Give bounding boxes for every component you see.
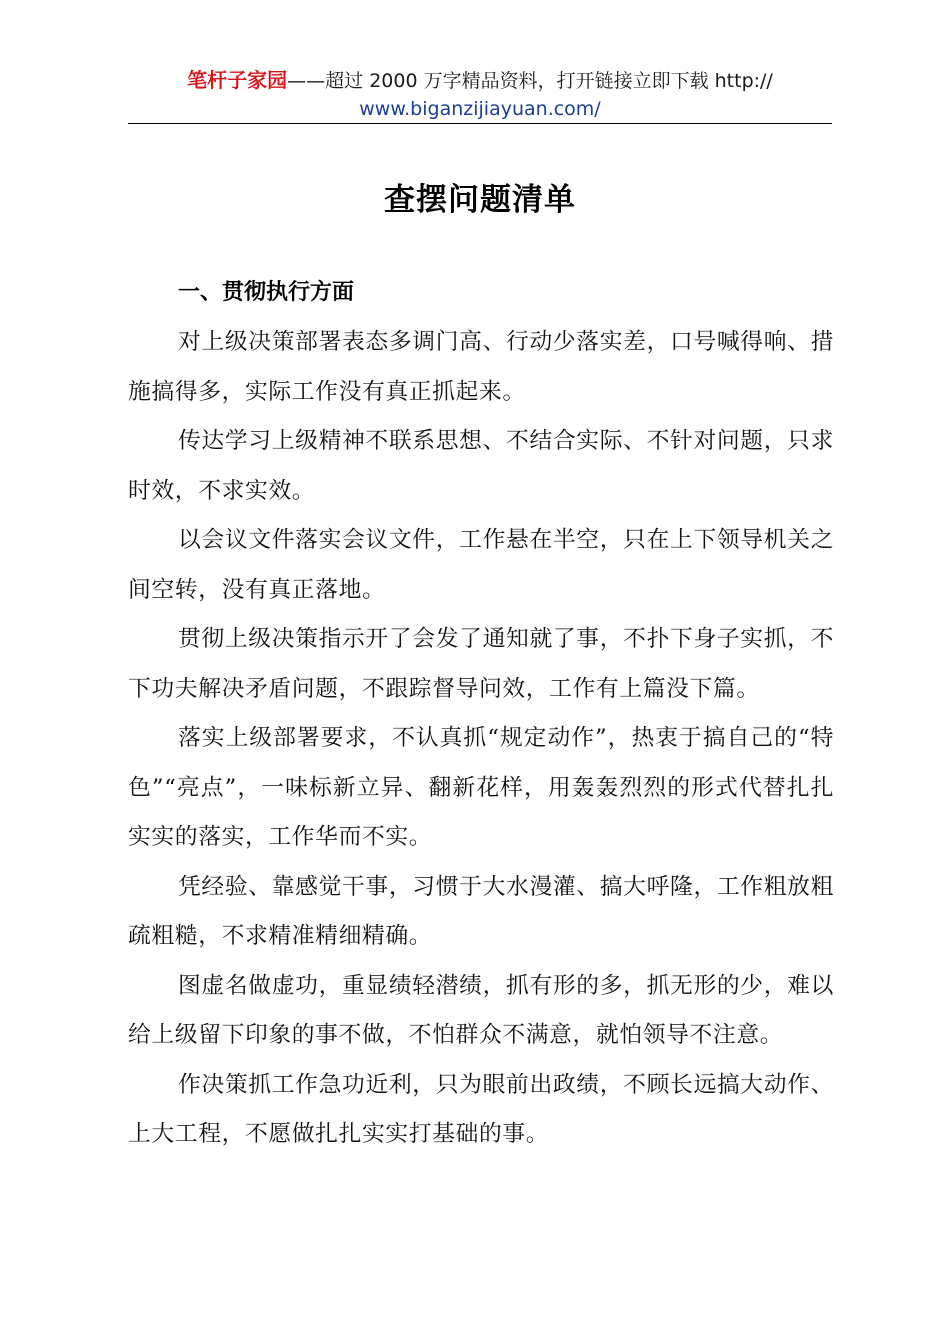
document-title: 查摆问题清单	[384, 182, 576, 218]
header-url-link[interactable]: www.biganzijiayuan.com/	[359, 98, 601, 120]
page-header	[128, 66, 832, 123]
header-brand: 笔杆子家园	[187, 68, 288, 92]
paragraph-8: 作决策抓工作急功近利，只为眼前出政绩，不顾长远搞大动作、上大工程，不愿做扎扎实实打基础的事。	[128, 1071, 834, 1147]
paragraph-3: 以会议文件落实会议文件，工作悬在半空，只在上下领导机关之间空转，没有真正落地。	[128, 527, 834, 603]
paragraph-7: 图虚名做虚功，重显绩轻潜绩，抓有形的多，抓无形的少，难以给上级留下印象的事不做，不怕群众不满意，就怕领导不注意。	[128, 972, 834, 1048]
document-body	[128, 268, 834, 1160]
paragraph-4: 贯彻上级决策指示开了会发了通知就了事，不扑下身子实抓，不下功夫解决矛盾问题，不跟踪督导问效，工作有上篇没下篇。	[128, 626, 834, 702]
section-heading: 一、贯彻执行方面	[178, 280, 355, 305]
paragraph-5: 落实上级部署要求，不认真抓“规定动作”，热衷于搞自己的“特色”“亮点”，一味标新立异、翻新花样，用轰轰烈烈的形式代替扎扎实实的落实，工作华而不实。	[128, 725, 834, 850]
paragraph-1: 对上级决策部署表态多调门高、行动少落实差，口号喊得响、措施搞得多，实际工作没有真正抓起来。	[128, 329, 834, 405]
header-divider	[128, 123, 832, 124]
paragraph-6: 凭经验、靠感觉干事，习惯于大水漫灌、搞大呼隆，工作粗放粗疏粗糙，不求精准精细精确。	[128, 873, 834, 949]
header-tagline: ——超过 2000 万字精品资料，打开链接立即下载 http://	[287, 70, 773, 92]
paragraph-2: 传达学习上级精神不联系思想、不结合实际、不针对问题，只求时效，不求实效。	[128, 428, 834, 504]
